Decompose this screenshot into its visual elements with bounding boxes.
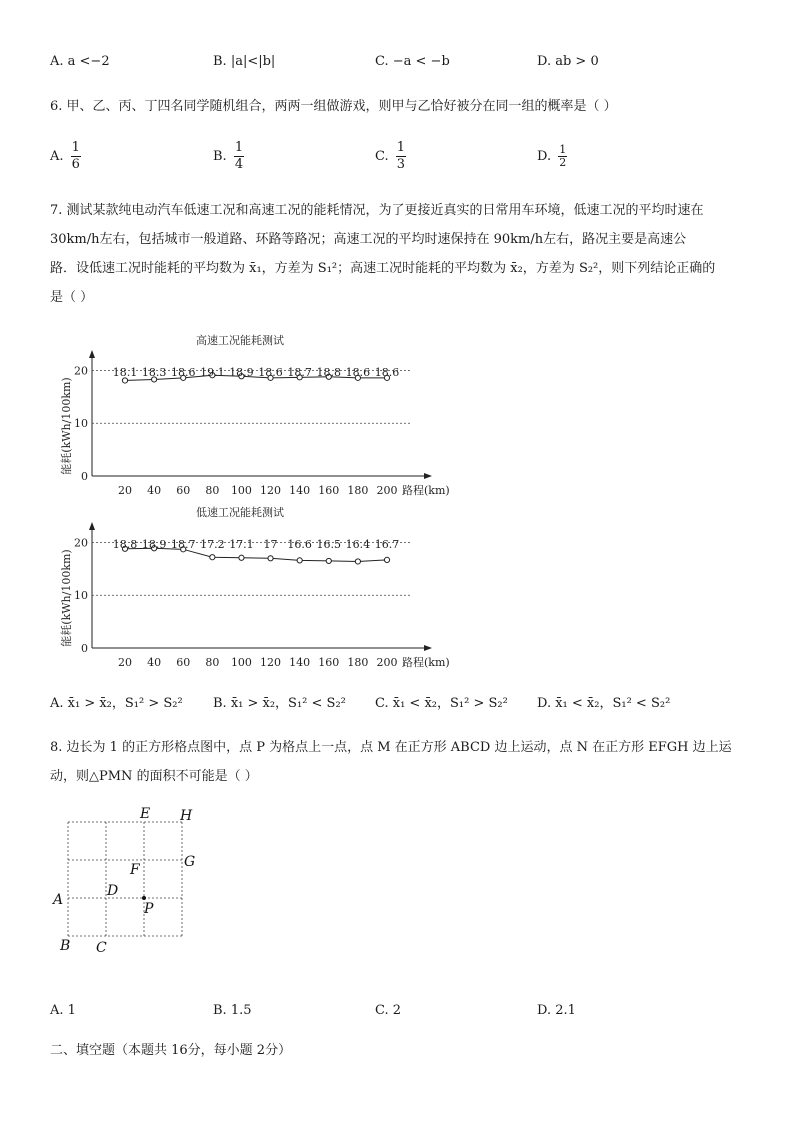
high-speed-chart <box>0 320 794 500</box>
q8-line-1: 8. 边长为 1 的正方形格点图中，点 P 为格点上一点，点 M 在正方形 ABCD 边上运动，点 N 在正方形 EFGH 边上运 <box>50 740 732 755</box>
q6-option-c: C. $\frac{1}{3}$ <box>375 140 406 172</box>
low-chart-value-label-140: 16.6 <box>287 538 312 551</box>
q8-option-a: A. 1 <box>50 1003 76 1018</box>
high-chart-xtick-20: 20 <box>118 484 132 497</box>
grid-lines <box>68 822 182 936</box>
high-chart-ylabel: 能耗(kWh/100km) <box>60 377 73 475</box>
high-chart-value-label-20: 18.1 <box>112 366 138 379</box>
square-grid-figure <box>40 800 240 960</box>
q6-option-d: D. $\frac{1}{2}$ <box>537 143 567 169</box>
high-chart-xtick-140: 140 <box>289 484 311 497</box>
low-chart-xtick-80: 80 <box>205 656 220 669</box>
q6-stem: 6. 甲、乙、丙、丁四名同学随机组合，两两一组做游戏，则甲与乙恰好被分在同一组的概率是（ ） <box>50 99 617 114</box>
low-chart-ytick-0: 0 <box>81 642 88 655</box>
low-chart-xtick-100: 100 <box>230 656 252 669</box>
q7-line-3: 路．设低速工况时能耗的平均数为 x̄₁，方差为 S₁²；高速工况时能耗的平均数为 x̄₂，方差为 S₂²，则下列结论正确的 <box>50 261 716 276</box>
q7-option-b: B. x̄₁ > x̄₂，S₁² < S₂² <box>213 696 346 711</box>
label-c: C <box>96 940 107 956</box>
low-chart-value-label-160: 16.5 <box>316 538 342 551</box>
high-chart-value-label-40: 18.3 <box>141 366 167 379</box>
low-chart-point-160 <box>326 558 331 563</box>
q5-option-b: B. |a|<|b| <box>213 54 276 69</box>
high-chart-value-label-200: 18.6 <box>374 366 400 379</box>
q8-option-c: C. 2 <box>375 1003 402 1018</box>
q7-line-2: 30km/h左右，包括城市一般道路、环路等路况；高速工况的平均时速保持在 90km/h左右，路况主要是高速公 <box>50 232 687 247</box>
label-b: B <box>60 938 71 954</box>
high-chart-xtick-200: 200 <box>376 484 398 497</box>
label-p: P <box>144 901 154 917</box>
label-d: D <box>107 883 119 899</box>
label-a: A <box>53 892 64 908</box>
q7-option-d: D. x̄₁ < x̄₂，S₁² < S₂² <box>537 696 671 711</box>
high-chart-xtick-60: 60 <box>176 484 191 497</box>
low-chart-value-label-40: 18.9 <box>141 538 167 551</box>
low-chart-xtick-200: 200 <box>376 656 398 669</box>
high-chart-value-label-140: 18.7 <box>287 366 312 379</box>
label-e: E <box>140 806 151 822</box>
q8-line-2: 动，则△PMN 的面积不可能是（ ） <box>50 769 258 784</box>
q8-option-d: D. 2.1 <box>537 1003 576 1018</box>
low-chart-value-label-80: 17.2 <box>200 538 225 551</box>
q7-option-a: A. x̄₁ > x̄₂，S₁² > S₂² <box>50 696 183 711</box>
q7-line-1: 7. 测试某款纯电动汽车低速工况和高速工况的能耗情况，为了更接近真实的日常用车环境，低速工况的平均时速在 <box>50 203 704 218</box>
q5-option-c: C. −a < −b <box>375 54 450 69</box>
low-chart-xtick-120: 120 <box>260 656 282 669</box>
low-chart-xtick-20: 20 <box>118 656 132 669</box>
low-chart-value-label-20: 18.8 <box>112 538 138 551</box>
low-chart-ylabel: 能耗(kWh/100km) <box>60 549 73 647</box>
label-g: G <box>184 854 196 870</box>
label-h: H <box>180 808 193 824</box>
low-chart-point-200 <box>384 557 389 562</box>
low-chart-xtick-180: 180 <box>347 656 369 669</box>
low-chart-xtick-60: 60 <box>176 656 191 669</box>
low-chart-y-arrow <box>89 522 95 530</box>
low-chart-x-arrow <box>424 645 432 651</box>
high-chart-title: 高速工况能耗测试 <box>196 334 284 347</box>
low-chart-xtick-40: 40 <box>147 656 162 669</box>
q6-option-b: B. $\frac{1}{4}$ <box>213 140 244 172</box>
high-chart-value-label-180: 18.6 <box>345 366 371 379</box>
section-2-heading: 二、填空题（本题共 16分，每小题 2分） <box>50 1043 292 1058</box>
q6-option-a: A. $\frac{1}{6}$ <box>50 140 80 172</box>
high-chart-xtick-160: 160 <box>318 484 340 497</box>
high-chart-xtick-40: 40 <box>147 484 162 497</box>
low-chart-point-140 <box>297 558 302 563</box>
low-chart-point-120 <box>268 556 273 561</box>
q5-option-d: D. ab > 0 <box>537 54 599 69</box>
low-chart-value-label-60: 18.7 <box>170 538 196 551</box>
high-chart-value-label-100: 18.9 <box>229 366 254 379</box>
low-chart-point-100 <box>239 555 244 560</box>
high-chart-xlabel: 路程(km) <box>402 484 450 497</box>
low-chart-value-label-120: 17 <box>263 538 278 551</box>
q5-option-a: A. a <−2 <box>50 54 110 69</box>
q7-option-c: C. x̄₁ < x̄₂，S₁² > S₂² <box>375 696 508 711</box>
high-chart-xtick-120: 120 <box>260 484 282 497</box>
q8-option-b: B. 1.5 <box>213 1003 252 1018</box>
high-chart-value-label-120: 18.6 <box>258 366 283 379</box>
high-chart-value-label-60: 18.6 <box>170 366 196 379</box>
low-chart-point-180 <box>355 559 360 564</box>
low-chart-point-80 <box>210 555 215 560</box>
high-chart-xtick-180: 180 <box>347 484 369 497</box>
low-chart-value-label-200: 16.7 <box>374 538 400 551</box>
high-chart-ytick-10: 10 <box>74 417 88 431</box>
high-chart-ytick-20: 20 <box>74 364 88 378</box>
label-f: F <box>130 862 140 878</box>
point-p <box>142 896 146 900</box>
low-chart-xtick-160: 160 <box>318 656 340 669</box>
q7-line-4: 是（ ） <box>50 290 94 305</box>
low-chart-xtick-140: 140 <box>289 656 311 669</box>
high-chart-xtick-100: 100 <box>230 484 252 497</box>
low-chart-xlabel: 路程(km) <box>402 656 450 669</box>
low-chart-ytick-10: 10 <box>74 589 88 603</box>
low-chart-value-label-180: 16.4 <box>345 538 371 551</box>
high-chart-x-arrow <box>424 473 432 479</box>
low-chart-value-label-100: 17.1 <box>229 538 254 551</box>
high-chart-value-label-160: 18.8 <box>316 366 342 379</box>
low-speed-chart <box>0 492 794 672</box>
low-chart-title: 低速工况能耗测试 <box>196 506 284 519</box>
high-chart-ytick-0: 0 <box>81 470 88 483</box>
high-chart-xtick-80: 80 <box>205 484 220 497</box>
high-chart-y-arrow <box>89 350 95 358</box>
high-chart-value-label-80: 19.1 <box>200 366 225 379</box>
low-chart-ytick-20: 20 <box>74 536 88 550</box>
